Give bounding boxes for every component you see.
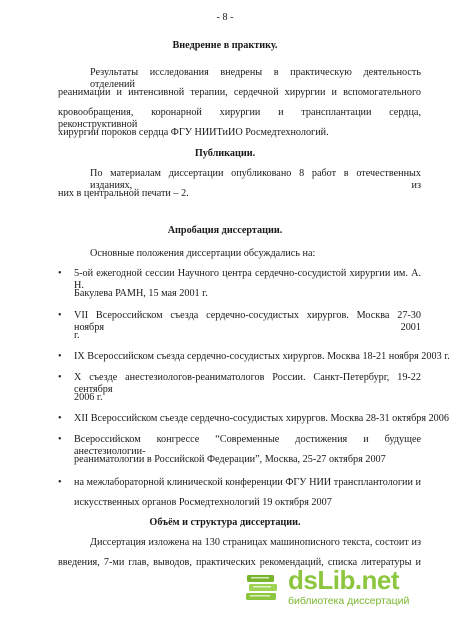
paragraph-line: Результаты исследования внедрены в практическую деятельность отделений [90,67,421,90]
paragraph-line: них в центральной печати – 2. [58,188,189,199]
paragraph-line: введения, 7-ми глав, выводов, практических рекомендаций, списка литературы и [58,557,421,568]
list-item-line: 5-ой ежегодной сессии Научного центра сердечно-сосудистой хирургии им. А. Н. [74,268,421,291]
bullet-icon: • [58,413,62,424]
bullet-icon: • [58,310,62,321]
list-item-line: IX Всероссийском съезда сердечно-сосудистых хирургов. Москва 18-21 ноября 2003 г. [74,351,450,362]
bullet-icon: • [58,351,62,362]
page-number: - 8 - [216,12,234,23]
list-item-line: XII Всероссийском съезде сердечно-сосудистых хирургов. Москва 28-31 октября 2006 [74,413,449,424]
book-stack-icon [242,567,284,609]
bullet-icon: • [58,268,62,279]
list-item-line: Всероссийском конгрессе “Современные достижения и будущее анестезиологии- [74,434,421,457]
paragraph-line: кровообращения, коронарной хирургии и трансплантации сердца, реконструктивной [58,107,421,130]
paragraph-line: Основные положения диссертации обсуждались на: [90,248,316,259]
list-item-line: X съезде анестезиологов-реаниматологов России. Санкт-Петербург, 19-22 сентября [74,372,421,395]
watermark-subtitle: библиотека диссертаций [288,595,410,607]
section-heading-structure: Объём и структура диссертации. [149,517,301,528]
list-item-line: Бакулева РАМН, 15 мая 2001 г. [74,288,208,299]
list-item-line: VII Всероссийском съезда сердечно-сосудистых хирургов. Москва 27-30 ноября 2001 [74,310,421,333]
paragraph-line: По материалам диссертации опубликовано 8 работ в отечественных изданиях, из [90,168,421,191]
bullet-icon: • [58,477,62,488]
watermark-brand: dsLib.net [288,565,400,595]
list-item-line: реаниматологии в Российской Федерации”, Москва, 25-27 октября 2007 [74,454,386,465]
list-item-line: на межлабораторной клинической конференции ФГУ НИИ трансплантологии и [74,477,421,488]
list-item-line: искусственных органов Росмедтехнологий 19 октября 2007 [74,497,332,508]
list-item-line: 2006 г. [74,392,103,403]
section-heading-implementation: Внедрение в практику. [172,40,278,51]
section-heading-publications: Публикации. [194,148,256,159]
bullet-icon: • [58,372,62,383]
list-item-line: г. [74,330,80,341]
paragraph-line: реанимации и интенсивной терапии, сердечной хирургии и вспомогательного [58,87,421,98]
bullet-icon: • [58,434,62,445]
paragraph-line: хирургии пороков сердца ФГУ НИИТиИО Росмедтехнологий. [58,127,329,138]
section-heading-approbation: Апробация диссертации. [167,225,283,236]
dslib-watermark[interactable] [242,567,442,609]
paragraph-line: Диссертация изложена на 130 страницах машинописного текста, состоит из [90,537,421,548]
